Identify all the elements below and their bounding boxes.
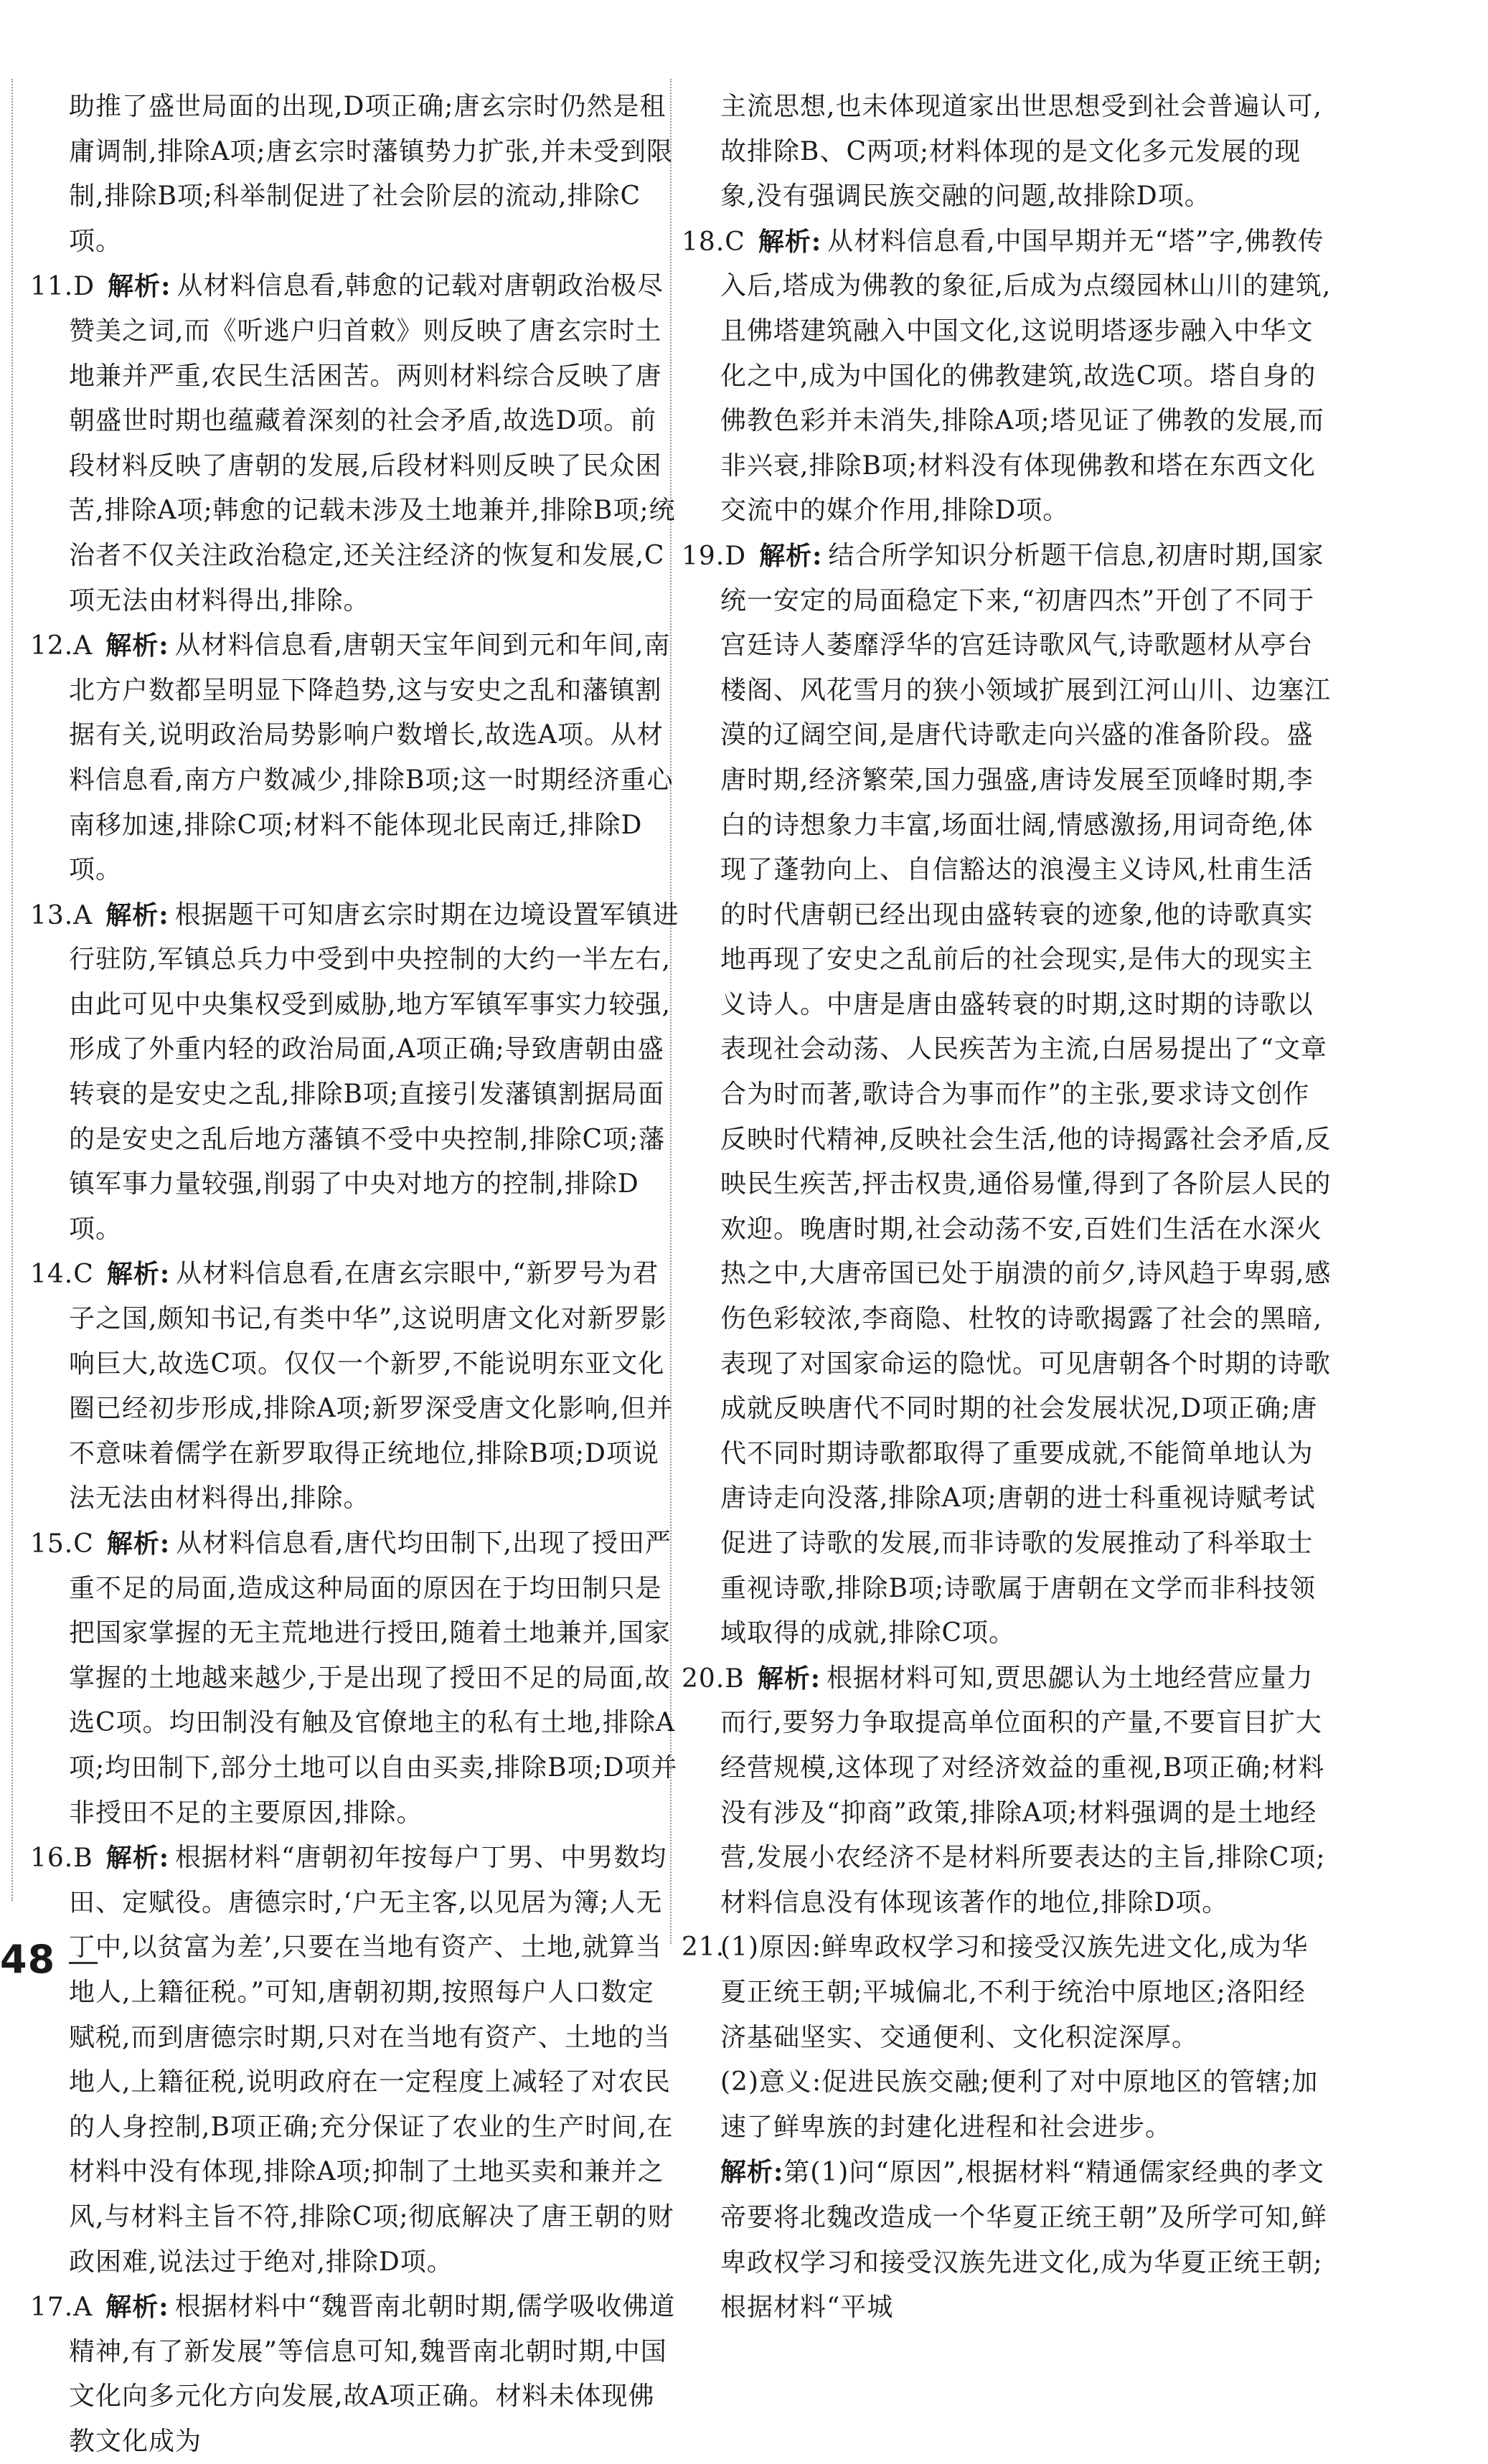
continuation-text: 主流思想,也未体现道家出世思想受到社会普遍认可,故排除B、C两项;材料体现的是文化多元发展的现象,没有强调民族交融的问题,故排除D项。 (720, 92, 1322, 212)
analysis-text: 从材料信息看,唐代均田制下,出现了授田严重不足的局面,造成这种局面的原因在于均田制只是把国家掌握的无主荒地进行授田,随着土地兼并,国家掌握的土地越来越少,于是出现了授田不足的局面,故选C项。均田制没有触及官僚地主的私有土地,排除A项;均田制下,部分土地可以自由买卖,排除B项;D项并非授田不足的主要原因,排除。 (69, 1529, 678, 1828)
question-number (30, 623, 169, 669)
analysis-label: 解析: (757, 1663, 821, 1694)
question-index: 16. (30, 1844, 74, 1874)
question-index: 13. (30, 900, 74, 930)
answer-letter: B (725, 1663, 745, 1694)
analysis-label: 解析: (108, 271, 171, 302)
analysis-text: 从材料信息看,唐朝天宝年间到元和年间,南北方户数都呈明显下降趋势,这与安史之乱和藩镇割据有关,说明政治局势影响户数增长,故选A项。从材料信息看,南方户数减少,排除B项;这一时期经济重心南移加速,排除C项;材料不能体现北民南迁,排除D项。 (69, 631, 674, 885)
question-number (682, 220, 821, 265)
analysis-text: 结合所学知识分析题干信息,初唐时期,国家统一安定的局面稳定下来,“初唐四杰”开创了不同于宫廷诗人萎靡浮华的宫廷诗歌风气,诗歌题材从亭台楼阁、风花雪月的狭小领域扩展到江河山川、边塞江漠的辽阔空间,是唐代诗歌走向兴盛的准备阶段。盛唐时期,经济繁荣,国力强盛,唐诗发展至顶峰时期,李白的诗想象力丰富,场面壮阔,情感激扬,用词奇绝,体现了蓬勃向上、自信豁达的浪漫主义诗风,杜甫生活的时代唐朝已经出现由盛转衰的迹象,他的诗歌真实地再现了安史之乱前后的社会现实,是伟大的现实主义诗人。中唐是唐由盛转衰的时期,这时期的诗歌以表现社会动荡、人民疾苦为主流,白居易提出了“文章合为时而著,歌诗合为事而作”的主张,要求诗文创作反映时代精神,反映社会生活,他的诗揭露社会矛盾,反映民生疾苦,抨击权贵,通俗易懂,得到了各阶层人民的欢迎。晚唐时期,社会动荡不安,百姓们生活在水深火热之中,大唐帝国已处于崩溃的前夕,诗风趋于卑弱,感伤色彩较浓,李商隐、杜牧的诗歌揭露了社会的黑暗,表现了对国家命运的隐忧。可见唐朝各个时期的诗歌成就反映唐代不同时期的社会发展状况,D项正确;唐代不同时期诗歌都取得了重要成就,不能简单地认为唐诗走向没落,排除A项;唐朝的进士科重视诗赋考试促进了诗歌的发展,而非诗歌的发展推动了科举取士重视诗歌,排除B项;诗歌属于唐朝在文学而非科技领域取得的成就,排除C项。 (720, 540, 1332, 1648)
answer-item (30, 893, 680, 1252)
question-number (30, 1836, 169, 1882)
analysis-text: 根据材料中“魏晋南北朝时期,儒学吸收佛道精神,有了新发展”等信息可知,魏晋南北朝时期,中国文化向多元化方向发展,故A项正确。材料未体现佛教文化成为 (69, 2292, 676, 2456)
answer-part-1: (1)原因:鲜卑政权学习和接受汉族先进文化,成为华夏正统王朝;平城偏北,不利于统治中原地区;洛阳经济基础坚实、交通便利、文化积淀深厚。 (720, 1932, 1309, 2052)
analysis-text: 从材料信息看,中国早期并无“塔”字,佛教传入后,塔成为佛教的象征,后成为点缀园林山川的建筑,且佛塔建筑融入中国文化,这说明塔逐步融入中华文化之中,成为中国化的佛教建筑,故选C项。塔自身的佛教色彩并未消失,排除A项;塔见证了佛教的发展,而非兴衰,排除B项;材料没有体现佛教和塔在东西文化交流中的媒介作用,排除D项。 (720, 226, 1332, 526)
analysis-text: 第(1)问“原因”,根据材料“精通儒家经典的孝文帝要将北魏改造成一个华夏正统王朝”及所学可知,鲜卑政权学习和接受汉族先进文化,成为华夏正统王朝;根据材料“平城 (720, 2158, 1327, 2323)
answer-letter: D (73, 272, 95, 302)
question-index: 19. (682, 541, 725, 571)
question-index: 12. (30, 631, 74, 661)
analysis-label: 解析: (759, 540, 823, 571)
answer-list (682, 220, 1332, 1926)
analysis-label: 解析: (758, 226, 822, 257)
answer-item-21 (682, 1925, 1332, 2060)
page-number: 48 (0, 1937, 56, 1982)
answer-letter: D (725, 541, 747, 571)
answer-item (30, 2285, 680, 2464)
answer-letter: A (73, 631, 93, 661)
analysis-paragraph (682, 2150, 1332, 2330)
answer-list (30, 264, 680, 2464)
analysis-text: 根据题干可知唐玄宗时期在边境设置军镇进行驻防,军镇总兵力中受到中央控制的大约一半左右,由此可见中央集权受到威胁,地方军镇军事实力较强,形成了外重内轻的政治局面,A项正确;导致唐朝由盛转衰的是安史之乱,排除B项;直接引发藩镇割据局面的是安史之乱后地方藩镇不受中央控制,排除C项;藩镇军事力量较强,削弱了中央对地方的控制,排除D项。 (69, 900, 679, 1244)
left-column (30, 85, 680, 2464)
question-number (682, 534, 822, 580)
analysis-label: 解析: (105, 2292, 169, 2323)
question-index: 17. (30, 2293, 74, 2323)
answer-letter: A (73, 2293, 93, 2323)
answer-item (30, 264, 680, 623)
question-number (30, 1521, 170, 1567)
analysis-text: 从材料信息看,韩愈的记载对唐朝政治极尽赞美之词,而《听逃户归首敕》则反映了唐玄宗时土地兼并严重,农民生活困苦。两则材料综合反映了唐朝盛世时期也蕴藏着深刻的社会矛盾,故选D项。前段材料反映了唐朝的发展,后段材料则反映了民众困苦,排除A项;韩愈的记载未涉及土地兼并,排除B项;统治者不仅关注政治稳定,还关注经济的恢复和发展,C项无法由材料得出,排除。 (69, 271, 676, 615)
analysis-label: 解析: (106, 1529, 171, 1559)
continuation-text: 助推了盛世局面的出现,D项正确;唐玄宗时仍然是租庸调制,排除A项;唐玄宗时藩镇势力扩张,并未受到限制,排除B项;科举制促进了社会阶层的流动,排除C项。 (69, 92, 674, 256)
page-number-rule (69, 1962, 98, 1964)
question-number (30, 2285, 169, 2331)
question-index: 15. (30, 1529, 74, 1559)
answer-letter: C (73, 1260, 94, 1290)
question-number (30, 1252, 170, 1298)
answer-letter: A (73, 900, 93, 930)
left-margin-rule (11, 79, 13, 1901)
question-number (682, 1656, 821, 1702)
question-number (30, 264, 171, 310)
analysis-text: 根据材料可知,贾思勰认为土地经营应量力而行,要努力争取提高单位面积的产量,不要盲目扩大经营规模,这体现了对经济效益的重视,B项正确;材料没有涉及“抑商”政策,排除A项;材料强调的是土地经营,发展小农经济不是材料所要表达的主旨,排除C项;材料信息没有体现该著作的地位,排除D项。 (720, 1663, 1326, 1917)
question-number (30, 893, 169, 939)
answer-item (30, 1521, 680, 1836)
answer-letter: C (73, 1529, 94, 1559)
answer-letter: B (73, 1844, 93, 1874)
question-number: 21. (682, 1932, 725, 1963)
analysis-label: 解析: (105, 631, 169, 661)
answer-letter: C (725, 227, 745, 257)
question-index: 20. (682, 1663, 725, 1694)
right-column (682, 85, 1332, 2331)
answer-item (682, 534, 1332, 1656)
question-index: 18. (682, 227, 725, 257)
analysis-text: 从材料信息看,在唐玄宗眼中,“新罗号为君子之国,颇知书记,有类中华”,这说明唐文化对新罗影响巨大,故选C项。仅仅一个新罗,不能说明东亚文化圈已经初步形成,排除A项;新罗深受唐文化影响,但并不意味着儒学在新罗取得正统地位,排除B项;D项说法无法由材料得出,排除。 (69, 1259, 674, 1514)
analysis-label: 解析: (105, 900, 169, 930)
answer-item (682, 220, 1332, 534)
question-index: 11. (30, 272, 74, 302)
answer-item (682, 1656, 1332, 1926)
answer-item (30, 1252, 680, 1521)
analysis-label: 解析: (105, 1843, 170, 1874)
question-index: 14. (30, 1260, 74, 1290)
answer-item (30, 1836, 680, 2285)
analysis-label: 解析: (106, 1259, 171, 1290)
answer-item (30, 623, 680, 893)
analysis-text: 根据材料“唐朝初年按每户丁男、中男数均田、定赋役。唐德宗时,‘户无主客,以见居为簿;人无丁中,以贫富为差’,只要在当地有资产、土地,就算当地人,上籍征税。”可知,唐朝初期,按照每户人口数定赋税,而到唐德宗时期,只对在当地有资产、土地的当地人,上籍征税,说明政府在一定程度上减轻了对农民的人身控制,B项正确;充分保证了农业的生产时间,在材料中没有体现,排除A项;抑制了土地买卖和兼并之风,与材料主旨不符,排除C项;彻底解决了唐王朝的财政困难,说法过于绝对,排除D项。 (69, 1843, 674, 2277)
analysis-label: 解析: (720, 2157, 784, 2188)
answer-part-2: (2)意义:促进民族交融;便利了对中原地区的管辖;加速了鲜卑族的封建化进程和社会进步。 (720, 2067, 1319, 2142)
